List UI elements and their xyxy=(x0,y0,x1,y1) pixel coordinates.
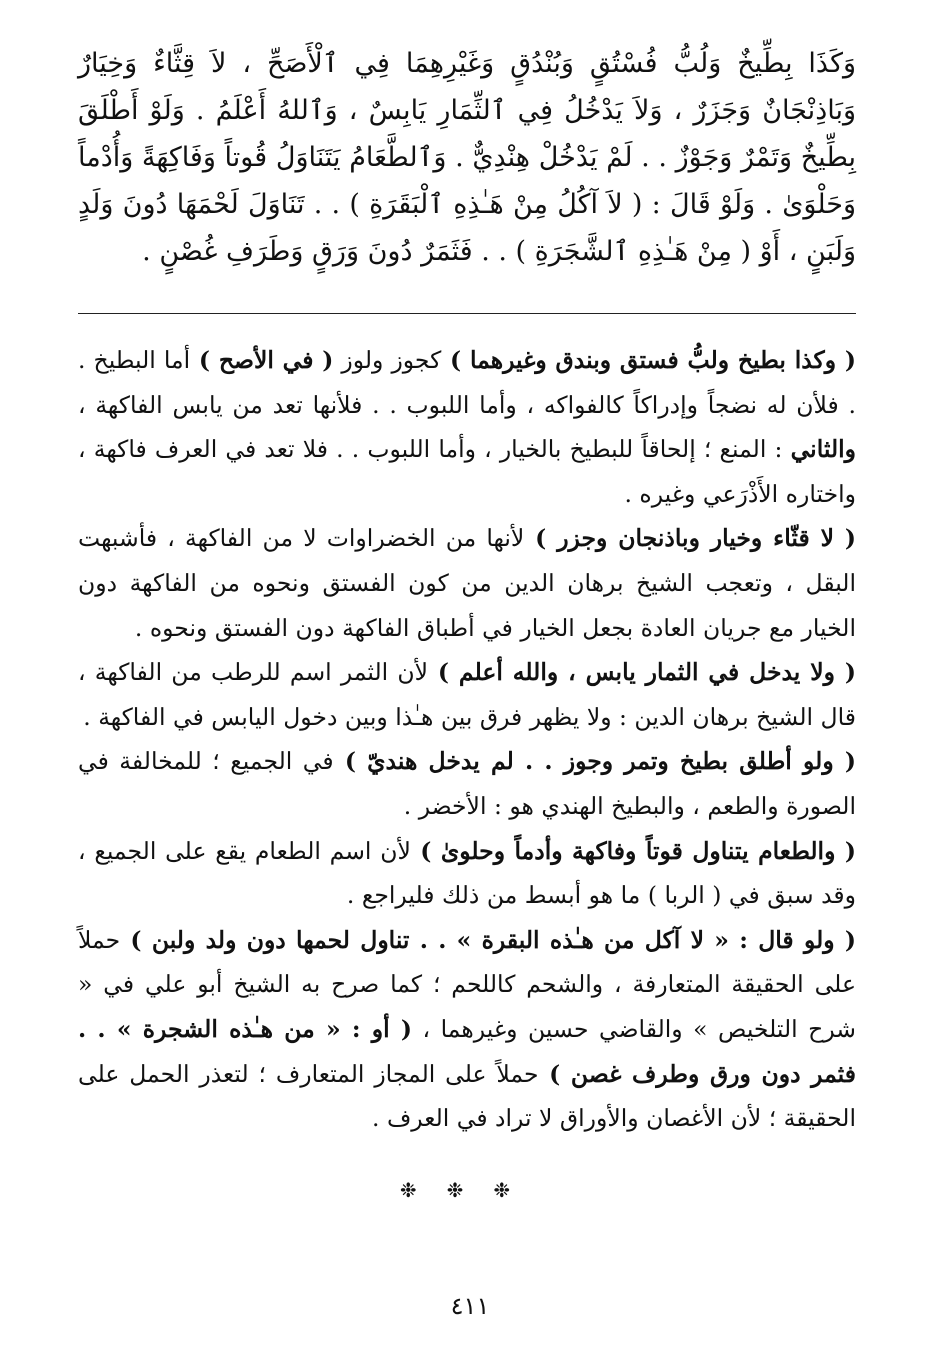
quoted-matn-segment: ( وكذا بطيخ ولبُّ فستق وبندق وغيرهما ) xyxy=(441,346,856,374)
commentary-segment: في الجميع ؛ للمخالفة في الصورة والطعم ، والبطيخ الهندي هو : الأخضر . xyxy=(78,747,856,820)
quoted-matn-segment: ( والطعام يتناول قوتاً وفاكهة وأدماً وحلوىٰ ) xyxy=(410,836,856,865)
quoted-matn-segment: ( أو : « من هـٰذه الشجرة » . . فثمر دون ورق وطرف غصن ) xyxy=(78,1014,856,1088)
commentary-segment: حملاً على الحقيقة المتعارفة ، والشحم كاللحم ؛ كما صرح به الشيخ أبو علي في « شرح التلخيص » والقاضي حسين وغيرهما ، xyxy=(78,925,856,1043)
commentary-paragraph xyxy=(78,739,856,828)
commentary-segment: لأنها من الخضراوات لا من الفاكهة ، فأشبهت البقل ، وتعجب الشيخ برهان الدين من كون الفستق ونحوه من الفاكهة دون الخيار مع جريان العادة بجعل الخيار في أطباق الفاكهة دون الفستق ونحوه . xyxy=(78,524,856,642)
commentary-paragraph xyxy=(78,338,856,516)
commentary-segment: كجوز ولوز xyxy=(333,346,442,374)
asterism-icon: ❉ xyxy=(493,1178,541,1202)
commentary-segment: حملاً على المجاز المتعارف ؛ لتعذر الحمل على الحقيقة ؛ لأن الأغصان والأوراق لا تراد في العرف . xyxy=(78,1059,856,1133)
commentary-segment: لأن اسم الطعام يقع على الجميع ، وقد سبق في ( الربا ) ما هو أبسط من ذلك فليراجع . xyxy=(78,836,856,910)
commentary-section xyxy=(78,338,856,1141)
quoted-matn-segment: ( ولا يدخل في الثمار يابس ، والله أعلم ) xyxy=(428,658,856,687)
commentary-segment: أما البطيخ . . فلأن له نضجاً وإدراكاً كالفواكه ، وأما اللبوب . . فلأنها تعد من يابس الفاكهة ، xyxy=(78,346,856,419)
commentary-paragraph xyxy=(78,918,856,1141)
commentary-segment: : المنع ؛ إلحاقاً للبطيخ بالخيار ، وأما اللبوب . . فلا تعد في العرف فاكهة ، واختاره الأَذْرَعي وغيره . xyxy=(78,435,856,508)
commentary-segment: لأن الثمر اسم للرطب من الفاكهة ، قال الشيخ برهان الدين : ولا يظهر فرق بين هـٰذا وبين دخول اليابس في الفاكهة . xyxy=(78,658,856,731)
page-number: ٤١١ xyxy=(450,1292,490,1320)
separator-line xyxy=(78,313,856,314)
quoted-matn-segment: ( في الأصح ) xyxy=(190,346,334,374)
asterism-icon: ❉ xyxy=(446,1178,494,1202)
commentary-paragraph xyxy=(78,650,856,739)
quoted-matn-segment: ( ولو قال : « لا آكل من هـٰذه البقرة » . . تناول لحمها دون ولد ولبن ) xyxy=(120,925,856,954)
asterism-icon: ❉ xyxy=(399,1178,447,1202)
quoted-matn-segment: ( ولو أطلق بطيخ وتمر وجوز . . لم يدخل هنديّ ) xyxy=(333,747,856,776)
section-ornament xyxy=(0,1178,940,1202)
quoted-matn-segment: ( لا قثّاء وخيار وباذنجان وجزر ) xyxy=(524,524,856,553)
commentary-paragraph xyxy=(78,516,856,650)
quoted-matn-segment: والثاني xyxy=(790,435,856,464)
commentary-paragraph xyxy=(78,829,856,918)
main-text: وَكَذَا بِطِّيخٌ وَلُبُّ فُسْتُقٍ وَبُنْدُقٍ وَغَيْرِهِمَا فِي ٱلْأَصَحِّ ، لاَ قِثَّاءٌ وَخِيَارٌ وَبَاذِنْجَانٌ وَجَزَرٌ ، وَلاَ يَدْخُلُ فِي ٱلثِّمَارِ يَابِسٌ ، وَٱللهُ أَعْلَمُ . وَلَوْ أَطْلَقَ بِطِّيخٌ وَتَمْرٌ وَجَوْزٌ . . لَمْ يَدْخُلْ هِنْدِيٌّ . وَٱلطَّعَامُ يَتَنَاوَلُ قُوتاً وَفَاكِهَةً وَأُدْماً وَحَلْوَىٰ . وَلَوْ قَالَ : ( لاَ آكُلُ مِنْ هَـٰذِهِ ٱلْبَقَرَةِ ) . . تَنَاوَلَ لَحْمَهَا دُونَ وَلَدٍ وَلَبَنٍ ، أَوْ ( مِنْ هَـٰذِهِ ٱلشَّجَرَةِ ) . . فَثَمَرٌ دُونَ وَرَقٍ وَطَرَفِ غُصْنٍ . xyxy=(78,48,856,267)
